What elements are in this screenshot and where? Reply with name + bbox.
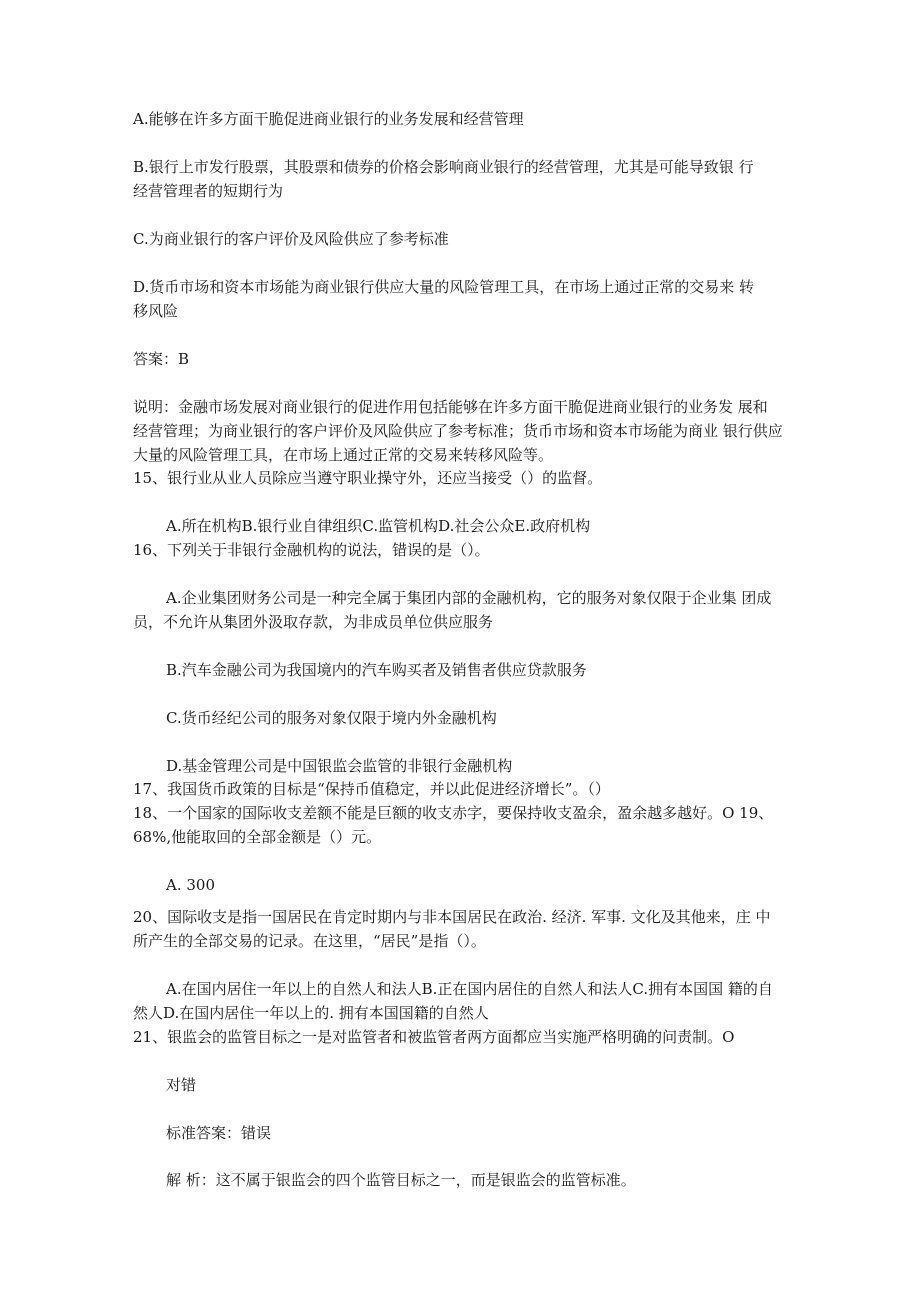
question-16-option-d xyxy=(166,754,793,778)
text-line: A.能够在许多方面干脆促进商业银行的业务发展和经营管理 xyxy=(133,110,524,128)
question-16-option-a xyxy=(133,586,793,634)
text-line: 员，不允许从集团外汲取存款，为非成员单位供应服务 xyxy=(133,613,494,631)
question-20-options xyxy=(133,977,793,1025)
explanation xyxy=(133,395,793,467)
text-line: C.为商业银行的客户评价及风险供应了参考标准 xyxy=(133,230,449,248)
text-line: B.银行上市发行股票，其股票和债券的价格会影响商业银行的经营管理，尤其是可能导致银 行 xyxy=(133,158,754,176)
question-16 xyxy=(133,538,793,562)
question-16-option-b xyxy=(166,658,793,682)
text-line: 68%,他能取回的全部金额是（）元。 xyxy=(133,828,382,846)
text-line: 标准答案：错误 xyxy=(166,1124,272,1142)
text-line: A.在国内居住一年以上的自然人和法人B.正在国内居住的自然人和法人C.拥有本国国 籍的自 xyxy=(166,980,773,998)
text-line: 经营管理者的短期行为 xyxy=(133,182,284,200)
question-17 xyxy=(133,777,793,801)
question-20 xyxy=(133,905,793,953)
text-line: B.汽车金融公司为我国境内的汽车购买者及销售者供应贷款服务 xyxy=(166,661,587,679)
option-b xyxy=(133,155,793,203)
answer xyxy=(133,347,793,371)
text-line: C.货币经纪公司的服务对象仅限于境内外金融机构 xyxy=(166,709,497,727)
text-line: 17、我国货币政策的目标是“保持币值稳定，并以此促进经济增长”。（） xyxy=(133,780,610,798)
question-19-option xyxy=(166,873,793,897)
question-21 xyxy=(133,1025,793,1049)
text-line: D.货币市场和资本市场能为商业银行供应大量的风险管理工具，在市场上通过正常的交易来 转 xyxy=(133,278,755,296)
text-line: 说明：金融市场发展对商业银行的促进作用包括能够在许多方面干脆促进商业银行的业务发 展和 xyxy=(133,398,768,416)
question-15 xyxy=(133,466,793,490)
question-16-option-c xyxy=(166,706,793,730)
text-line: 解 析：这不属于银监会的四个监管目标之一，而是银监会的监管标准。 xyxy=(166,1171,636,1189)
text-line: 答案：B xyxy=(133,350,190,368)
text-line: 21、银监会的监管目标之一是对监管者和被监管者两方面都应当实施严格明确的问责制。O xyxy=(133,1028,735,1046)
text-line: A.企业集团财务公司是一种完全属于集团内部的金融机构，它的服务对象仅限于企业集 团成 xyxy=(166,589,772,607)
question-18 xyxy=(133,801,793,849)
question-15-options xyxy=(166,514,793,538)
option-c xyxy=(133,227,793,251)
text-line: A.所在机构B.银行业自律组织C.监管机构D.社会公众E.政府机构 xyxy=(166,517,591,535)
true-false-label xyxy=(166,1073,793,1097)
text-line: 对错 xyxy=(166,1076,197,1094)
text-line: A. 300 xyxy=(166,876,215,894)
text-line: 移风险 xyxy=(133,302,179,320)
text-line: 16、下列关于非银行金融机构的说法，错误的是（）。 xyxy=(133,541,490,559)
analysis xyxy=(166,1168,793,1192)
text-line: 15、银行业从业人员除应当遵守职业操守外，还应当接受（）的监督。 xyxy=(133,469,603,487)
text-line: 18、一个国家的国际收支差额不能是巨额的收支赤字，要保持收支盈余，盈余越多越好。O 19、 xyxy=(133,804,774,822)
text-line: 20、国际收支是指一国居民在肯定时期内与非本国居民在政治. 经济. 军事. 文化及其他来，庄 中 xyxy=(133,908,771,926)
text-line: 大量的风险管理工具，在市场上通过正常的交易来转移风险等。 xyxy=(133,446,554,464)
standard-answer xyxy=(166,1121,793,1145)
option-d xyxy=(133,275,793,323)
option-a xyxy=(133,107,793,131)
text-line: D.基金管理公司是中国银监会监管的非银行金融机构 xyxy=(166,757,513,775)
text-line: 然人D.在国内居住一年以上的. 拥有本国国籍的自然人 xyxy=(133,1004,489,1022)
text-line: 经营管理；为商业银行的客户评价及风险供应了参考标准；货币市场和资本市场能为商业 银行供应 xyxy=(133,422,783,440)
text-line: 所产生的全部交易的记录。在这里，“居民”是指（）。 xyxy=(133,932,486,950)
